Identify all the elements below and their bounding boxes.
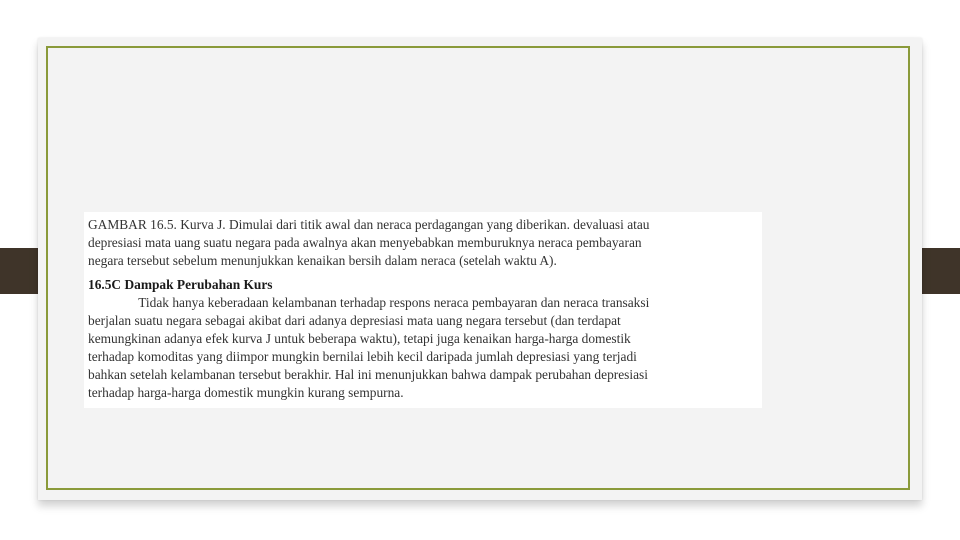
section-heading: 16.5C Dampak Perubahan Kurs	[88, 277, 273, 292]
section-body-text: Tidak hanya keberadaan kelambanan terhadap respons neraca pembayaran dan neraca transaksi berjalan suatu negara sebagai akibat dari adanya depresiasi mata uang negara tersebut (dan terdapat kemungkinan adanya efek kurva J untuk beberapa waktu), tetapi juga kenaikan harga-harga domestik terhadap komoditas yang diimpor mungkin bernilai lebih kecil daripada jumlah depresiasi yang terjadi bahkan setelah kelambanan tersebut berakhir. Hal ini menunjukkan bahwa dampak perubahan depresiasi terhadap harga-harga domestik mungkin kurang sempurna.	[88, 295, 650, 400]
figure-caption: GAMBAR 16.5. Kurva J. Dimulai dari titik awal dan neraca perdagangan yang diberikan. devaluasi atau depresiasi mata uang suatu negara pada awalnya akan menyebabkan memburuknya neraca pembayaran negara tersebut sebelum menunjukkan kenaikan bersih dalam neraca (setelah waktu A).	[88, 217, 650, 268]
content-image-panel	[84, 212, 762, 408]
left-accent-bar	[0, 248, 40, 294]
